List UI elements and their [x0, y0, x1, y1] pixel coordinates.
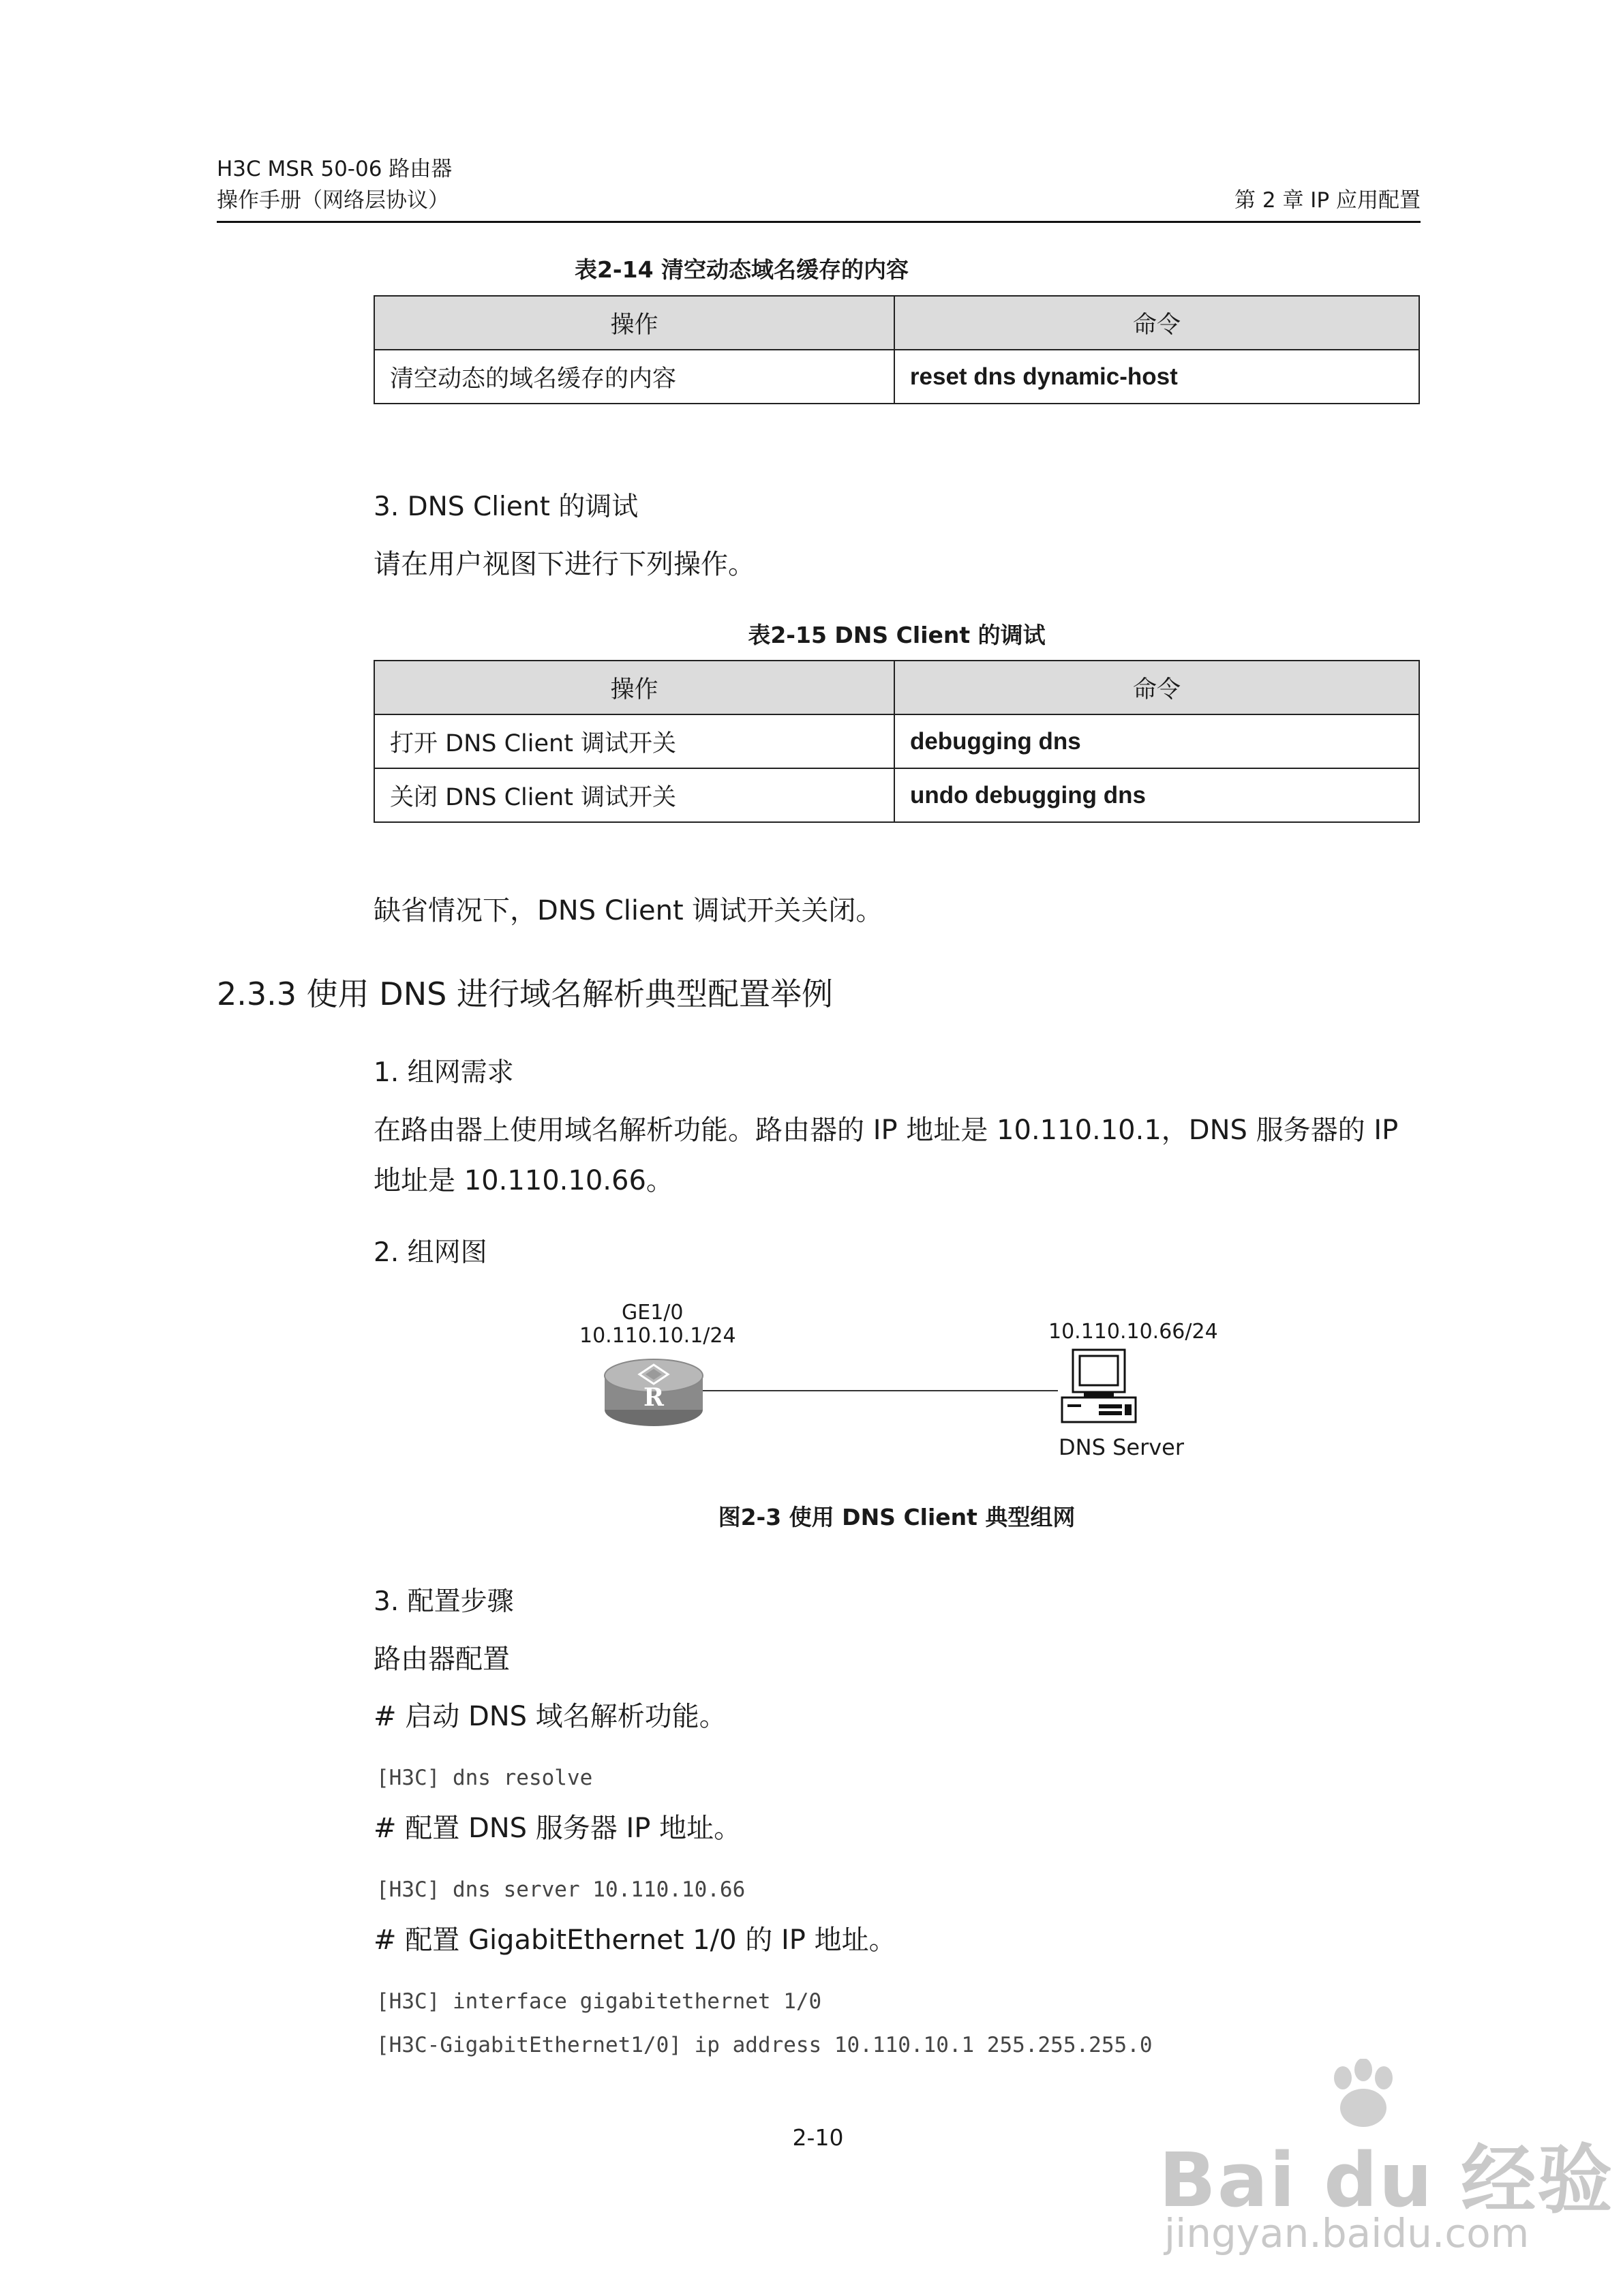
table-2-15	[374, 660, 1420, 823]
watermark-site: jingyan.baidu.com	[1164, 2210, 1530, 2256]
table-header-cell: 操作	[374, 661, 894, 714]
table-row	[374, 768, 1419, 822]
page-number: 2-10	[792, 2124, 844, 2151]
header-manual: 操作手册（网络层协议）	[217, 188, 449, 213]
code-line: [H3C-GigabitEthernet1/0] ip address 10.110.10.1 255.255.255.0	[376, 2033, 1153, 2057]
table-header-row	[374, 661, 1419, 714]
table-row	[374, 714, 1419, 768]
network-diagram	[578, 1295, 1218, 1472]
figure-caption: 图2-3 使用 DNS Client 典型组网	[718, 1504, 1076, 1530]
table-2-14-caption: 表2-14 清空动态域名缓存的内容	[574, 256, 909, 283]
table-2-15-caption: 表2-15 DNS Client 的调试	[748, 622, 1046, 648]
baidu-watermark	[1159, 2059, 1614, 2263]
server-icon	[1058, 1347, 1140, 1426]
router-ip-label: 10.110.10.1/24	[579, 1324, 736, 1348]
router-icon	[603, 1355, 705, 1429]
step-comment: # 启动 DNS 域名解析功能。	[374, 1701, 727, 1732]
steps-heading: 3. 配置步骤	[374, 1586, 514, 1617]
step-comment: # 配置 GigabitEthernet 1/0 的 IP 地址。	[374, 1924, 896, 1956]
header-product: H3C MSR 50-06 路由器	[217, 157, 453, 181]
table-header-cell: 命令	[894, 661, 1419, 714]
code-line: [H3C] interface gigabitethernet 1/0	[376, 1989, 822, 2014]
watermark-brand: Bai du 经验	[1159, 2136, 1614, 2224]
router-letter: R	[643, 1383, 664, 1412]
req-line-1: 在路由器上使用域名解析功能。路由器的 IP 地址是 10.110.10.1，DNS 服务器的 IP	[374, 1115, 1399, 1146]
table-2-14	[374, 295, 1420, 404]
table-cell-operation: 清空动态的域名缓存的内容	[374, 350, 894, 404]
code-line: [H3C] dns server 10.110.10.66	[376, 1877, 746, 1902]
diagram-heading: 2. 组网图	[374, 1237, 487, 1268]
table-header-row	[374, 296, 1419, 350]
req-line-2: 地址是 10.110.10.66。	[374, 1165, 673, 1196]
router-interface-label: GE1/0	[622, 1301, 684, 1325]
server-label: DNS Server	[1059, 1434, 1184, 1460]
table-row	[374, 350, 1419, 404]
network-link	[699, 1390, 1058, 1391]
table-header-cell: 操作	[374, 296, 894, 350]
table-header-cell: 命令	[894, 296, 1419, 350]
table-cell-operation: 关闭 DNS Client 调试开关	[374, 768, 894, 822]
header-chapter: 第 2 章 IP 应用配置	[1234, 188, 1421, 213]
section-title-2-3-3: 2.3.3 使用 DNS 进行域名解析典型配置举例	[217, 976, 833, 1012]
table-cell-command: undo debugging dns	[894, 768, 1419, 822]
router-config-label: 路由器配置	[374, 1644, 510, 1675]
header-rule	[217, 221, 1421, 223]
section-heading-dns-debug: 3. DNS Client 的调试	[374, 492, 639, 522]
table-cell-command: debugging dns	[894, 714, 1419, 768]
req-heading: 1. 组网需求	[374, 1057, 514, 1088]
dns-debug-intro: 请在用户视图下进行下列操作。	[374, 549, 755, 580]
table-cell-operation: 打开 DNS Client 调试开关	[374, 714, 894, 768]
step-comment: # 配置 DNS 服务器 IP 地址。	[374, 1813, 742, 1844]
table-cell-command: reset dns dynamic-host	[894, 350, 1419, 404]
server-ip-label: 10.110.10.66/24	[1048, 1320, 1218, 1344]
code-line: [H3C] dns resolve	[376, 1766, 593, 1790]
dns-debug-note: 缺省情况下，DNS Client 调试开关关闭。	[374, 895, 883, 926]
